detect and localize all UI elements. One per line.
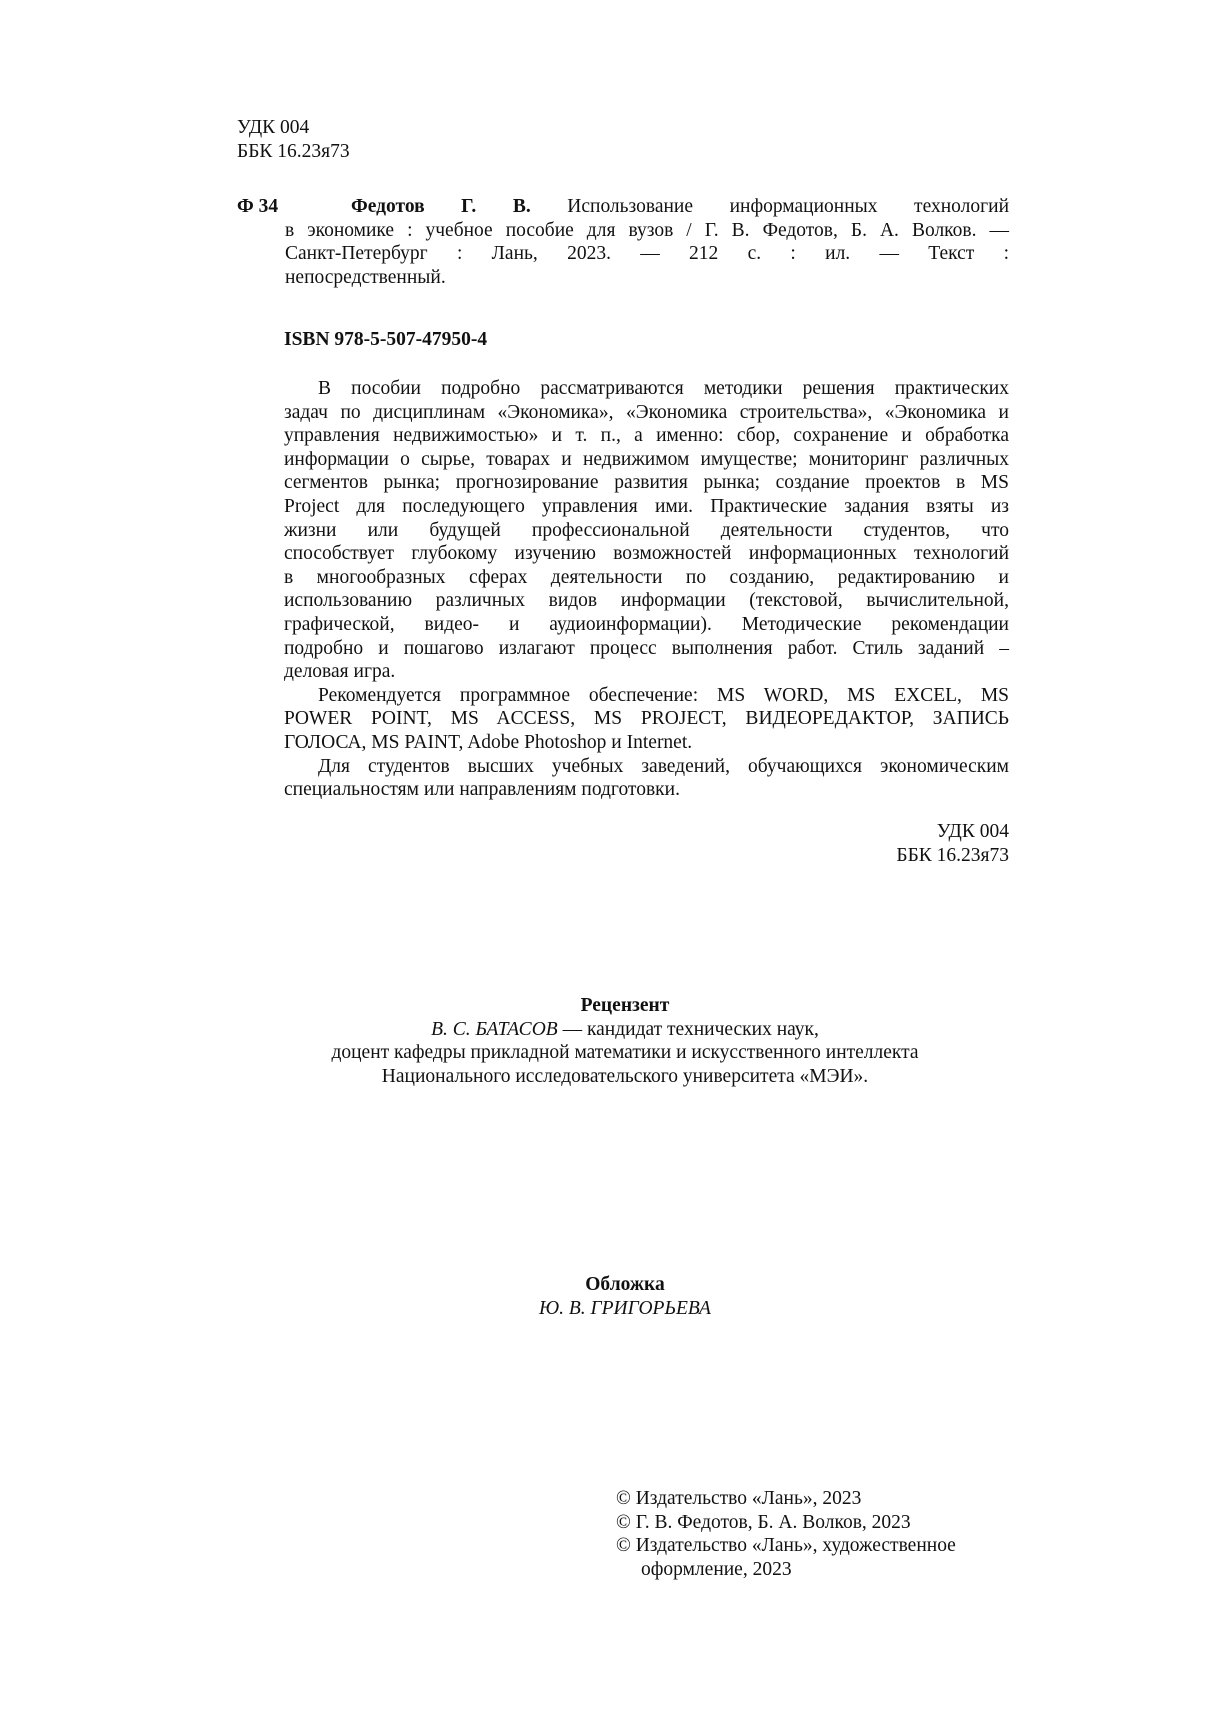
- abstract-line: сегментов рынка; прогнозирование развития рынка; создание проектов в MS: [284, 472, 1009, 494]
- udk-code: УДК 004: [237, 117, 310, 138]
- author-sign: Ф 34: [237, 196, 279, 217]
- copyright-block: [616, 1487, 956, 1581]
- abstract-line: задач по дисциплинам «Экономика», «Экономика строительства», «Экономика и: [284, 401, 1009, 423]
- copyright-line: © Издательство «Лань», художественное: [616, 1535, 956, 1557]
- abstract-line: информации о сырье, товарах и недвижимом имуществе; мониторинг различных: [284, 448, 1009, 470]
- abstract-line: в многообразных сферах деятельности по созданию, редактированию и: [284, 566, 1009, 588]
- classification-top: [237, 116, 350, 163]
- reviewer-name: В. С. БАТАСОВ: [431, 1018, 558, 1040]
- reviewer-line: [200, 1018, 1050, 1042]
- catalog-card-line: [285, 195, 1009, 219]
- catalog-card-line: в экономике : учебное пособие для вузов / Г. В. Федотов, Б. А. Волков. —: [285, 219, 1009, 241]
- abstract-line: POWER POINT, MS ACCESS, MS PROJECT, ВИДЕОРЕДАКТОР, ЗАПИСЬ: [284, 708, 1009, 730]
- catalog-card-line: Санкт-Петербург : Лань, 2023. — 212 с. : ил. — Текст :: [285, 243, 1009, 265]
- abstract-line: Для студентов высших учебных заведений, обучающихся экономическим: [318, 755, 1009, 777]
- reviewer-degree: — кандидат технических наук,: [557, 1018, 819, 1040]
- cover-block: [400, 1273, 850, 1320]
- reviewer-line: доцент кафедры прикладной математики и искусственного интеллекта: [331, 1042, 919, 1064]
- abstract-line: жизни или будущей профессиональной деятельности студентов, что: [284, 519, 1009, 541]
- copyright-line: © Г. В. Федотов, Б. А. Волков, 2023: [616, 1511, 911, 1533]
- isbn: ISBN 978-5-507-47950-4: [284, 329, 488, 350]
- copyright-line: © Издательство «Лань», 2023: [616, 1488, 862, 1509]
- catalog-author: Федотов Г. В.: [351, 196, 531, 217]
- abstract-line: ГОЛОСА, MS PAINT, Adobe Photoshop и Internet.: [284, 731, 693, 753]
- bbk-code: ББК 16.23я73: [237, 140, 350, 162]
- abstract-line: графической, видео- и аудиоинформации). Методические рекомендации: [284, 613, 1009, 635]
- abstract-line: использованию различных видов информации (текстовой, вычислительной,: [284, 590, 1009, 612]
- abstract-line: способствует глубокому изучению возможностей информационных технологий: [284, 543, 1009, 565]
- abstract-line: специальностям или направлениям подготовки.: [284, 779, 680, 801]
- catalog-card: [285, 195, 1009, 289]
- reviewer-line: Национального исследовательского университета «МЭИ».: [381, 1065, 869, 1087]
- reviewer-block: [200, 994, 1050, 1088]
- catalog-card-line: непосредственный.: [285, 266, 446, 288]
- cover-designer: Ю. В. ГРИГОРЬЕВА: [539, 1297, 711, 1319]
- udk-code: УДК 004: [936, 821, 1009, 842]
- abstract-line: управления недвижимостью» и т. п., а именно: сбор, сохранение и обработка: [284, 425, 1009, 447]
- abstract-line: В пособии подробно рассматриваются методики решения практических: [318, 378, 1009, 399]
- abstract-line: деловая игра.: [284, 661, 396, 683]
- reviewer-heading: Рецензент: [580, 995, 670, 1016]
- abstract: [284, 377, 1009, 802]
- abstract-line: Рекомендуется программное обеспечение: MS WORD, MS EXCEL, MS: [318, 684, 1009, 706]
- cover-heading: Обложка: [585, 1274, 665, 1295]
- catalog-title: Использование информационных технологий: [567, 196, 1010, 217]
- classification-bottom: [860, 820, 1009, 867]
- abstract-line: Project для последующего управления ими. Практические задания взяты из: [284, 495, 1009, 517]
- copyright-line: оформление, 2023: [641, 1558, 792, 1580]
- abstract-line: подробно и пошагово излагают процесс выполнения работ. Стиль заданий –: [284, 637, 1009, 659]
- bbk-code: ББК 16.23я73: [896, 844, 1009, 866]
